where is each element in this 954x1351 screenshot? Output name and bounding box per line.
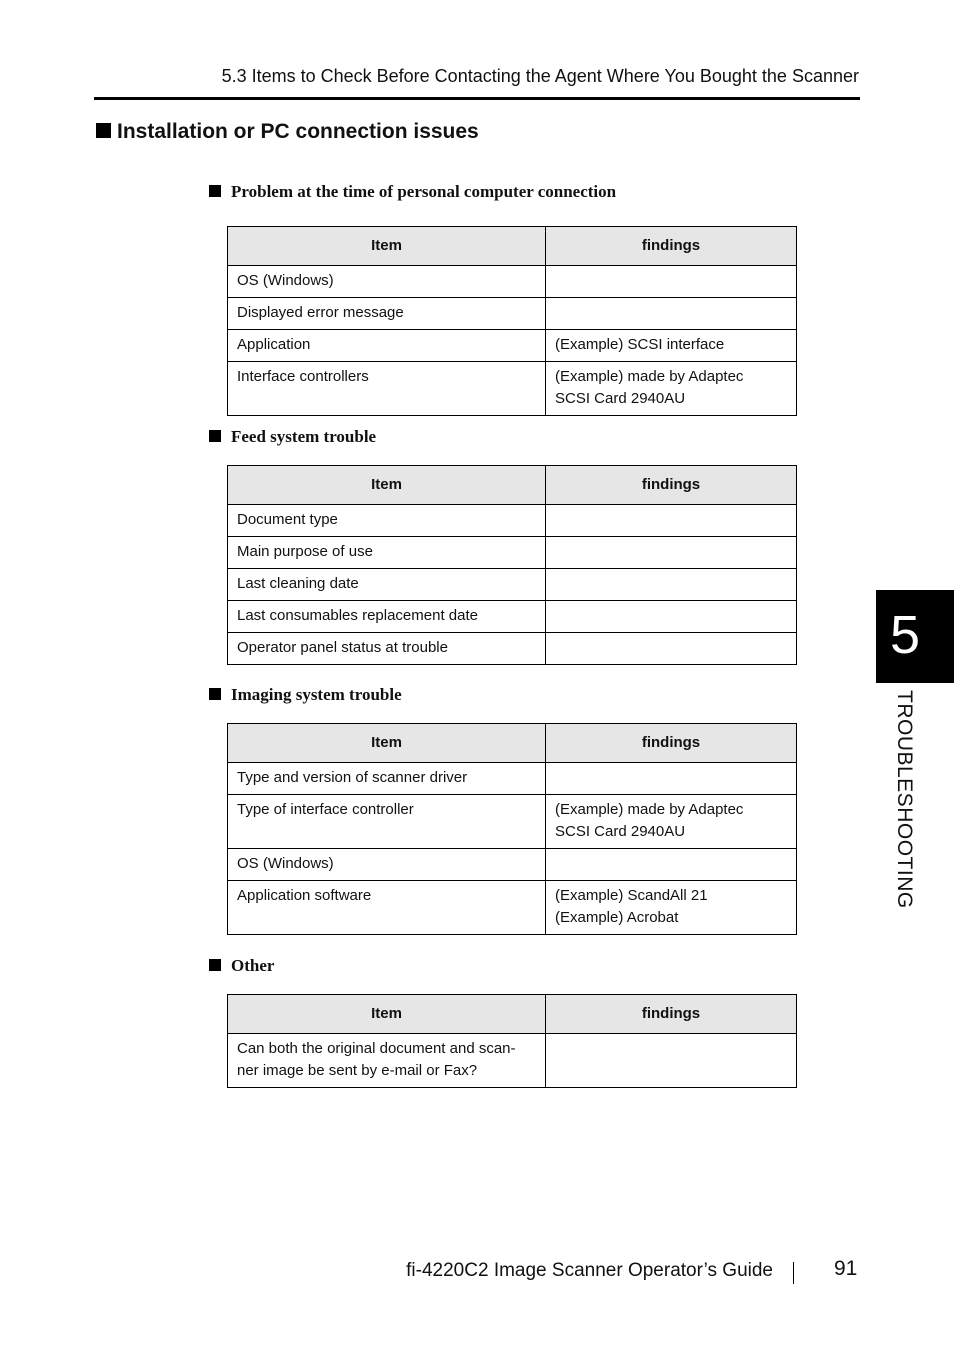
table-row [228,298,797,330]
table-row [228,633,797,665]
feed-system-table [227,465,797,665]
item-cell: Application [228,330,546,362]
findings-cell [546,849,797,881]
section-heading [96,120,479,144]
column-header-item: Item [228,227,546,266]
table-row [228,266,797,298]
findings-cell [546,537,797,569]
header-rule [94,97,860,100]
subsection-title: Other [231,956,275,975]
subsection-heading-other [209,956,274,976]
section-title: Installation or PC connection issues [117,120,479,143]
findings-cell [546,1034,797,1088]
findings-cell [546,266,797,298]
findings-cell: (Example) SCSI interface [546,330,797,362]
item-cell: Document type [228,505,546,537]
subsection-title: Feed system trouble [231,427,377,446]
square-bullet-icon [209,959,221,971]
table-row [228,537,797,569]
item-cell: Type of interface controller [228,795,546,849]
findings-cell [546,569,797,601]
table-row [228,849,797,881]
findings-cell [546,763,797,795]
subsection-heading-pc-connection [209,182,616,202]
imaging-system-table [227,723,797,935]
table-row [228,601,797,633]
findings-cell [546,601,797,633]
item-cell: OS (Windows) [228,266,546,298]
findings-cell [546,505,797,537]
item-cell: Interface controllers [228,362,546,416]
table-row [228,362,797,416]
square-bullet-icon [209,430,221,442]
square-bullet-icon [96,123,111,138]
subsection-title: Imaging system trouble [231,685,402,704]
item-cell: Type and version of scanner driver [228,763,546,795]
table-header-row [228,724,797,763]
table-row [228,881,797,935]
findings-cell [546,298,797,330]
item-cell: Application software [228,881,546,935]
item-cell: OS (Windows) [228,849,546,881]
findings-cell: (Example) made by Adaptec SCSI Card 2940AU [546,795,797,849]
subsection-heading-feed-system [209,427,376,447]
chapter-label: TROUBLESHOOTING [893,690,916,909]
chapter-number: 5 [889,605,921,665]
item-cell: Operator panel status at trouble [228,633,546,665]
footer-guide-title: fi-4220C2 Image Scanner Operator’s Guide [406,1260,773,1281]
table-header-row [228,227,797,266]
table-row [228,795,797,849]
table-header-row [228,995,797,1034]
findings-cell: (Example) ScandAll 21 (Example) Acrobat [546,881,797,935]
square-bullet-icon [209,688,221,700]
findings-cell: (Example) made by Adaptec SCSI Card 2940AU [546,362,797,416]
pc-connection-table [227,226,797,416]
table-row [228,505,797,537]
item-cell: Can both the original document and scan- ner image be sent by e-mail or Fax? [228,1034,546,1088]
table-header-row [228,466,797,505]
column-header-item: Item [228,995,546,1034]
column-header-findings: findings [546,995,797,1034]
footer-divider [793,1262,794,1284]
subsection-heading-imaging-system [209,685,402,705]
findings-cell [546,633,797,665]
chapter-tab [876,590,954,683]
column-header-findings: findings [546,724,797,763]
table-row [228,569,797,601]
column-header-item: Item [228,724,546,763]
subsection-title: Problem at the time of personal computer connection [231,182,617,201]
running-header: 5.3 Items to Check Before Contacting the Agent Where You Bought the Scanner [221,66,859,86]
table-row [228,1034,797,1088]
column-header-findings: findings [546,227,797,266]
item-cell: Main purpose of use [228,537,546,569]
column-header-findings: findings [546,466,797,505]
other-table [227,994,797,1088]
column-header-item: Item [228,466,546,505]
square-bullet-icon [209,185,221,197]
item-cell: Displayed error message [228,298,546,330]
table-row [228,330,797,362]
page-number: 91 [834,1257,858,1280]
table-row [228,763,797,795]
item-cell: Last consumables replacement date [228,601,546,633]
item-cell: Last cleaning date [228,569,546,601]
